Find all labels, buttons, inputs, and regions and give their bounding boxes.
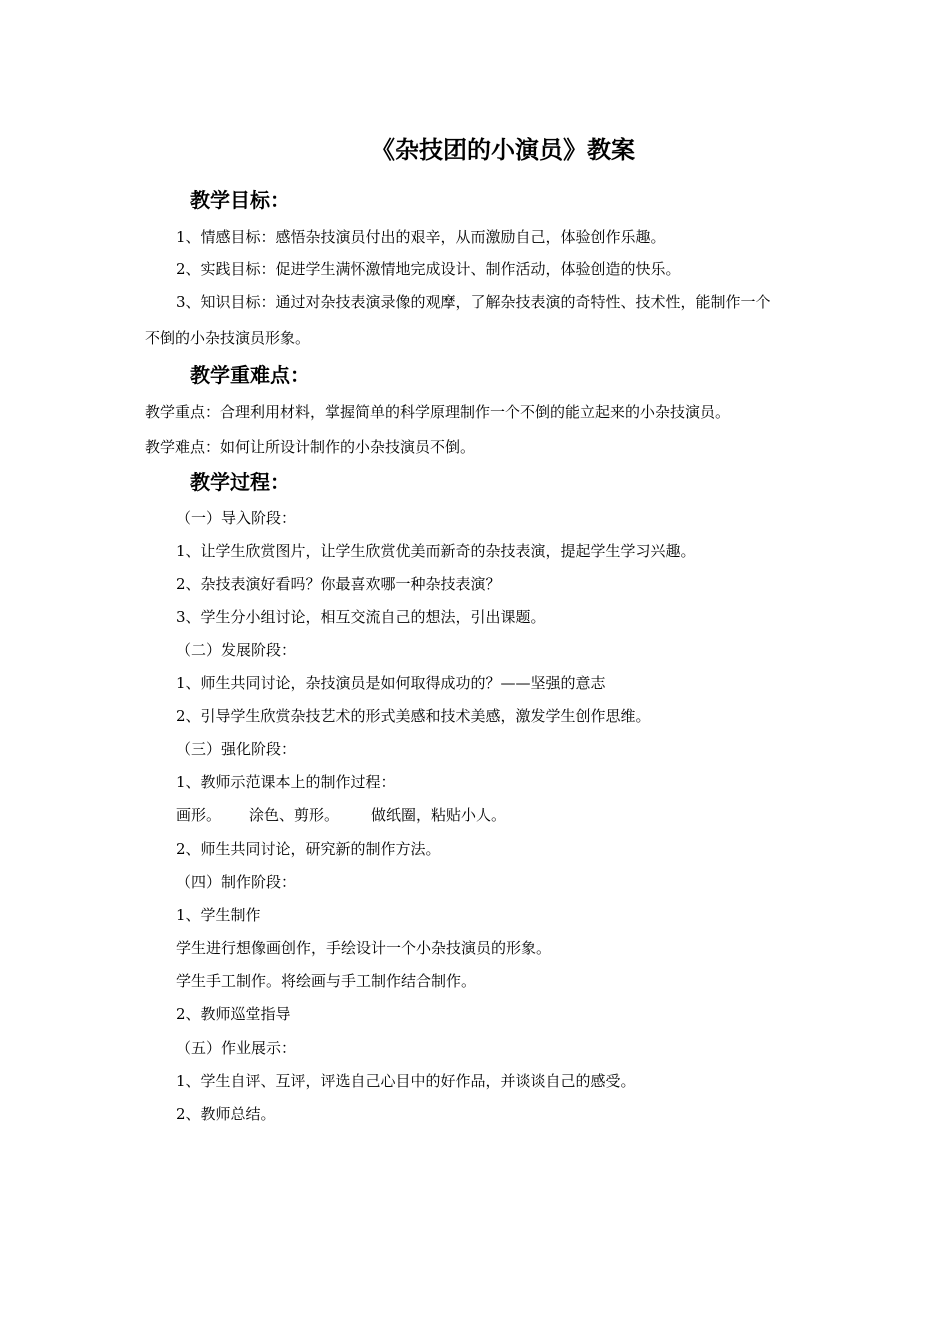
stage4-item: 学生进行想像画创作，手绘设计一个小杂技演员的形象。 xyxy=(176,939,552,957)
objective-emotion: 1、情感目标：感悟杂技演员付出的艰辛，从而激励自己，体验创作乐趣。 xyxy=(176,228,666,246)
stage4-label: （四）制作阶段： xyxy=(176,873,297,891)
stage1-item: 2、杂技表演好看吗？你最喜欢哪一种杂技表演？ xyxy=(176,575,501,593)
objective-knowledge-cont: 不倒的小杂技演员形象。 xyxy=(145,329,311,347)
step-draw: 画形。 xyxy=(176,806,222,824)
key-points-heading: 教学重难点： xyxy=(190,363,310,387)
stage3-steps xyxy=(176,804,506,826)
stage3-item: 1、教师示范课本上的制作过程： xyxy=(176,773,396,791)
stage1-item: 3、学生分小组讨论，相互交流自己的想法，引出课题。 xyxy=(176,608,546,626)
stage2-label: （二）发展阶段： xyxy=(176,641,297,659)
stage3-item: 2、师生共同讨论，研究新的制作方法。 xyxy=(176,840,441,858)
process-heading: 教学过程： xyxy=(190,470,290,494)
stage3-label: （三）强化阶段： xyxy=(176,740,297,758)
objective-knowledge: 3、知识目标：通过对杂技表演录像的观摩，了解杂技表演的奇特性、技术性，能制作一个 xyxy=(176,293,771,311)
key-point-difficulty: 教学难点：如何让所设计制作的小杂技演员不倒。 xyxy=(145,438,476,456)
key-point-focus: 教学重点：合理利用材料，掌握简单的科学原理制作一个不倒的能立起来的小杂技演员。 xyxy=(145,403,731,421)
step-color-cut: 涂色、剪形。 xyxy=(249,806,340,824)
stage1-label: （一）导入阶段： xyxy=(176,509,297,527)
objectives-heading: 教学目标： xyxy=(190,188,290,212)
stage5-label: （五）作业展示： xyxy=(176,1039,297,1057)
stage4-item: 1、学生制作 xyxy=(176,906,261,924)
stage5-item: 2、教师总结。 xyxy=(176,1105,276,1123)
step-paper-ring: 做纸圈，粘贴小人。 xyxy=(371,806,507,824)
document-title: 《杂技团的小演员》教案 xyxy=(371,136,635,164)
stage2-item: 2、引导学生欣赏杂技艺术的形式美感和技术美感，激发学生创作思维。 xyxy=(176,707,651,725)
stage4-item: 2、教师巡堂指导 xyxy=(176,1005,291,1023)
objective-practice: 2、实践目标：促进学生满怀激情地完成设计、制作活动，体验创造的快乐。 xyxy=(176,260,681,278)
stage2-item: 1、师生共同讨论，杂技演员是如何取得成功的？——坚强的意志 xyxy=(176,674,606,692)
stage1-item: 1、让学生欣赏图片，让学生欣赏优美而新奇的杂技表演，提起学生学习兴趣。 xyxy=(176,542,696,560)
stage5-item: 1、学生自评、互评，评选自己心目中的好作品，并谈谈自己的感受。 xyxy=(176,1072,636,1090)
stage4-item: 学生手工制作。将绘画与手工制作结合制作。 xyxy=(176,972,477,990)
